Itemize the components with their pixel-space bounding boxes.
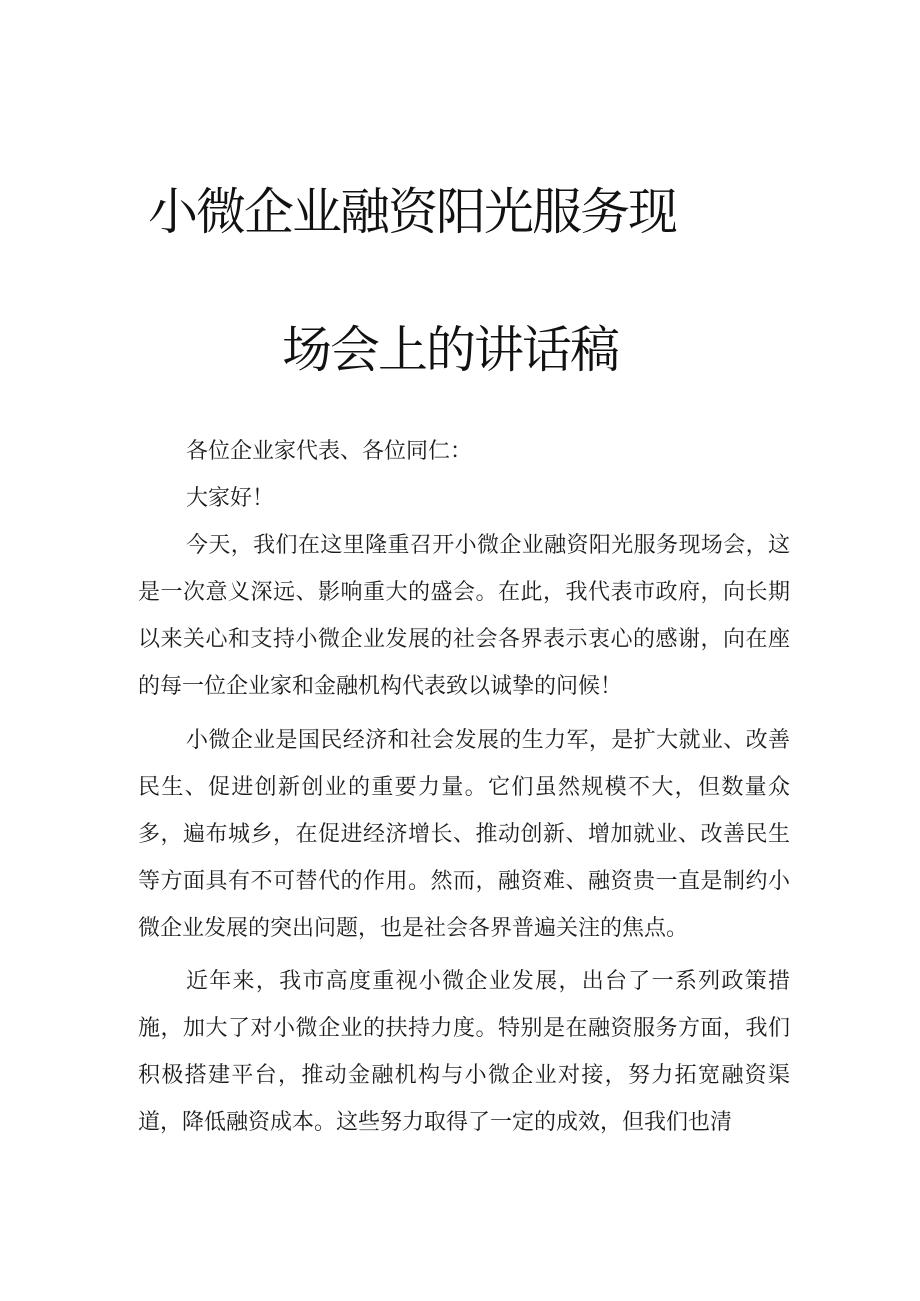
- greeting-line: 各位企业家代表、各位同仁：: [186, 439, 473, 464]
- paragraph-2: 小微企业是国民经济和社会发展的生力军，是扩大就业、改善民生、促进创新创业的重要力量。它们虽然规模不大，但数量众多，遍布城乡，在促进经济增长、推动创新、增加就业、改善民生等方面具有不可替代的作用。然而，融资难、融资贵一直是制约小微企业发展的突出问题，也是社会各界普遍关注的焦点。: [138, 728, 790, 941]
- hello-line: 大家好！: [186, 486, 275, 511]
- paragraph-1: 今天，我们在这里隆重召开小微企业融资阳光服务现场会，这是一次意义深远、影响重大的盛会。在此，我代表市政府，向长期以来关心和支持小微企业发展的社会各界表示衷心的感谢，向在座的每一位企业家和金融机构代表致以诚挚的问候！: [138, 533, 790, 699]
- document-title-line-1: 小微企业融资阳光服务现: [148, 183, 676, 241]
- document-title-line-2: 场会上的讲话稿: [282, 321, 618, 379]
- paragraph-3: 近年来，我市高度重视小微企业发展，出台了一系列政策措施，加大了对小微企业的扶持力度。特别是在融资服务方面，我们积极搭建平台，推动金融机构与小微企业对接，努力拓宽融资渠道，降低融资成本。这些努力取得了一定的成效，但我们也清: [138, 969, 790, 1135]
